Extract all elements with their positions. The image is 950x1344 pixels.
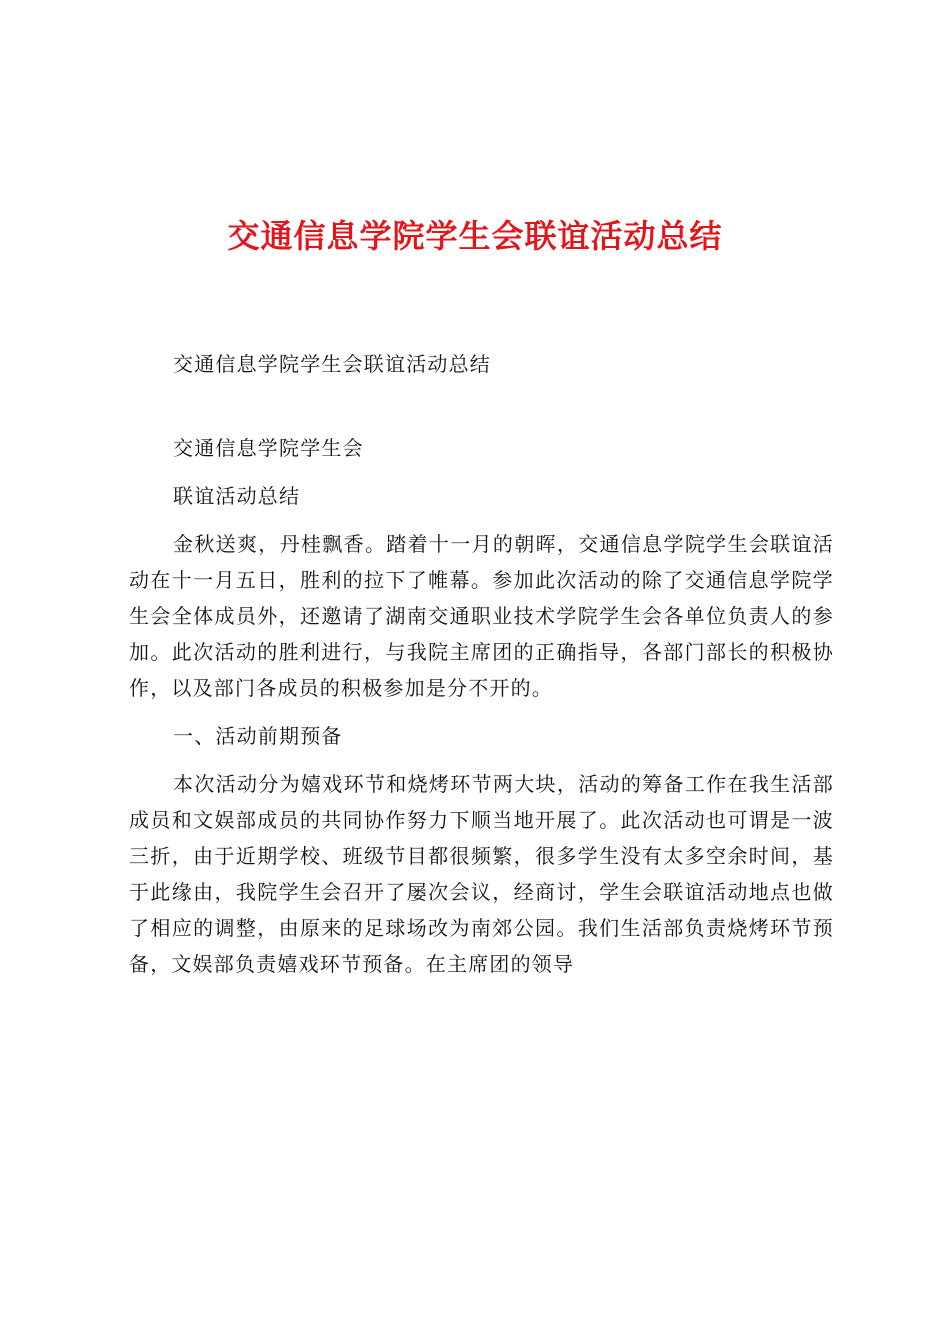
body-subheading-line-1: 交通信息学院学生会	[173, 436, 364, 460]
body-subheading-line-2: 联谊活动总结	[173, 484, 301, 508]
body-paragraph-intro: 金秋送爽，丹桂飘香。踏着十一月的朝晖，交通信息学院学生会联谊活动在十一月五日，胜利的拉下了帷幕。参加此次活动的除了交通信息学院学生会全体成员外，还邀请了湖南交通职业技术学院学生会各单位负责人的参加。此次活动的胜利进行，与我院主席团的正确指导，各部门部长的积极协作，以及部门各成员的积极参加是分不开的。	[129, 532, 834, 700]
document-body	[129, 346, 834, 994]
document-title: 交通信息学院学生会联谊活动总结	[227, 217, 723, 255]
body-heading-line: 交通信息学院学生会联谊活动总结	[173, 352, 491, 376]
body-paragraph-preparation: 本次活动分为嬉戏环节和烧烤环节两大块，活动的筹备工作在我生活部成员和文娱部成员的共同协作努力下顺当地开展了。此次活动也可谓是一波三折，由于近期学校、班级节目都很频繁，很多学生没有太多空余时间，基于此缘由，我院学生会召开了屡次会议，经商讨，学生会联谊活动地点也做了相应的调整，由原来的足球场改为南郊公园。我们生活部负责烧烤环节预备，文娱部负责嬉戏环节预备。在主席团的领导	[129, 772, 834, 976]
section-heading-preparation: 一、活动前期预备	[173, 724, 343, 748]
